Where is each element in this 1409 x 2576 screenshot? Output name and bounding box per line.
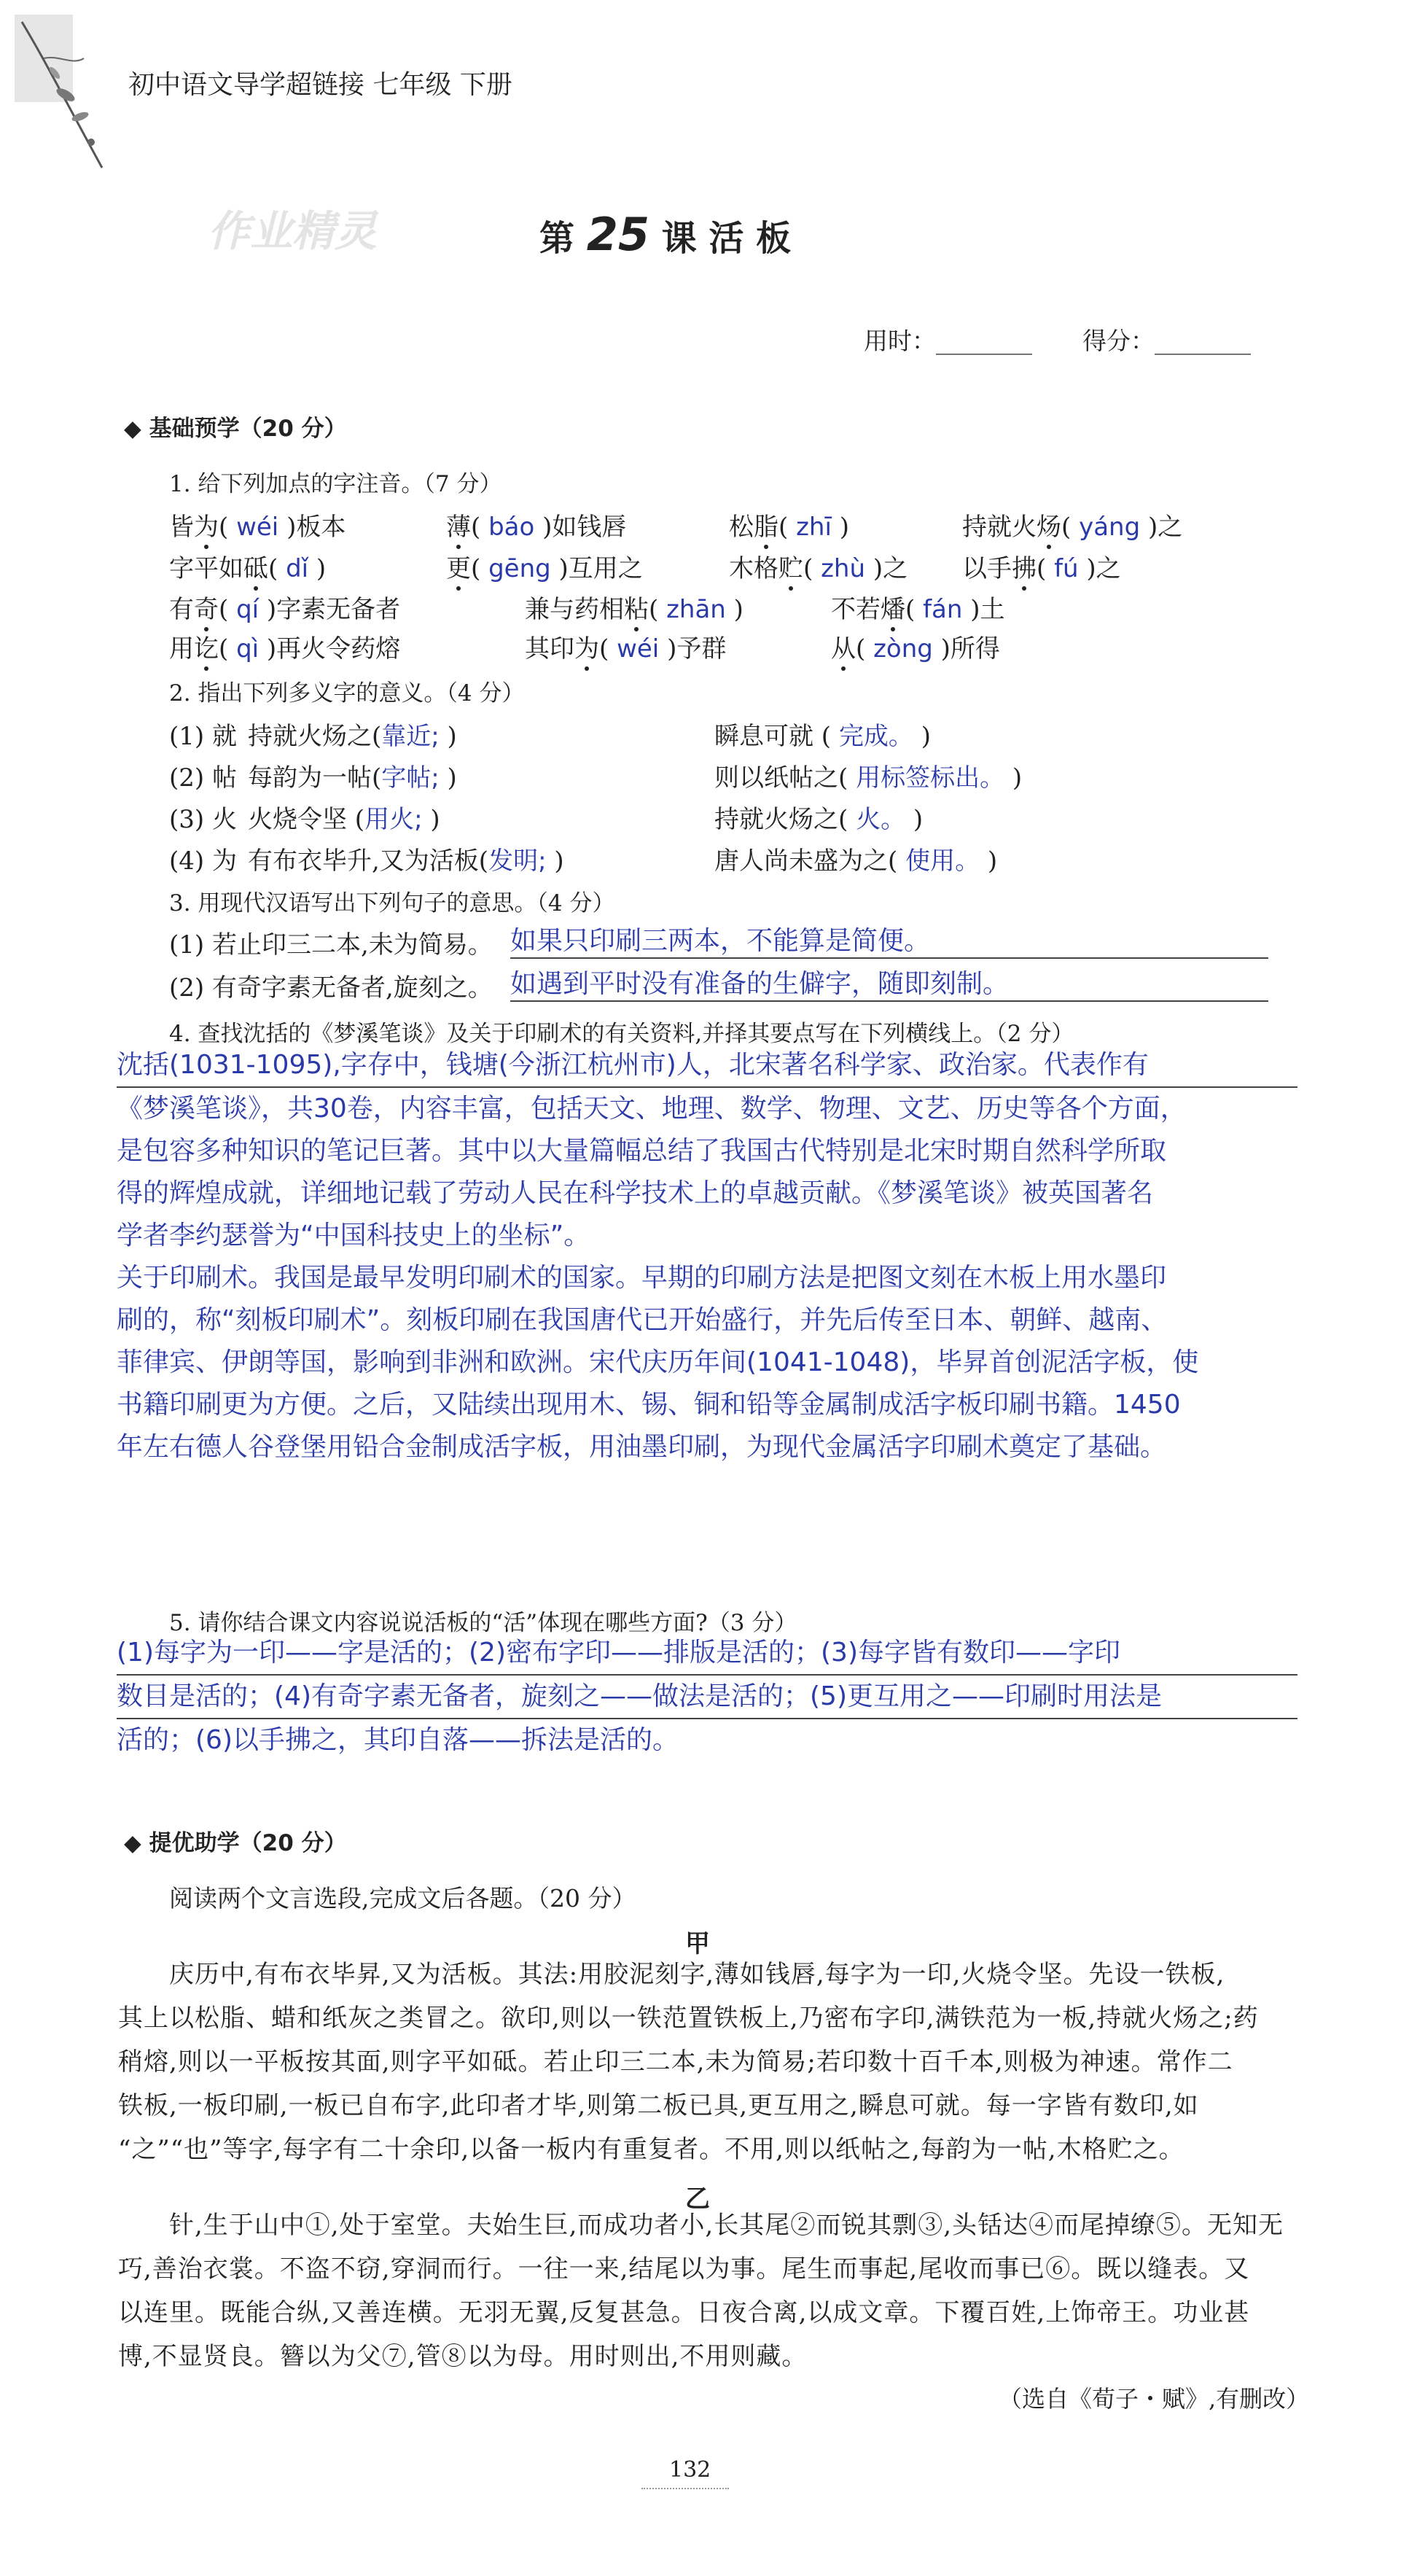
pinyin-answer[interactable]: zhù bbox=[813, 554, 873, 583]
q2-label: (3) 火 bbox=[169, 805, 237, 834]
lesson-number: 25 bbox=[586, 208, 650, 261]
q5-answer[interactable] bbox=[117, 1632, 1297, 1762]
q2-right-answer[interactable]: 用标签标出。 bbox=[848, 763, 1012, 793]
q2-left-context: 持就火炀之(靠近; ) bbox=[248, 722, 457, 751]
q3-prompt: 3. 用现代汉语写出下列句子的意思。（4 分） bbox=[169, 890, 615, 917]
q1-item: 更( gēng )互用之 bbox=[446, 554, 643, 583]
q1-prompt: 1. 给下列加点的字注音。（7 分） bbox=[169, 471, 502, 497]
q4-line: 年左右德人谷登堡用铅合金制成活字板，用油墨印刷，为现代金属活字印刷术奠定了基础。 bbox=[117, 1432, 1167, 1462]
dotted-char: 拂 bbox=[1012, 554, 1037, 583]
pinyin-answer[interactable]: dǐ bbox=[278, 554, 316, 583]
dotted-char: 燔 bbox=[881, 595, 905, 624]
reading-intro: 阅读两个文言选段,完成文后各题。（20 分） bbox=[169, 1884, 636, 1912]
q4-line: 书籍印刷更为方便。之后，又陆续出现用木、锡、铜和铅等金属制成活字板印刷书籍。1450 bbox=[117, 1390, 1181, 1420]
lesson-name: 课 活 板 bbox=[661, 218, 792, 259]
pinyin-answer[interactable]: wéi bbox=[609, 634, 668, 664]
q4-line: 关于印刷术。我国是最早发明印刷术的国家。早期的印刷方法是把图文刻在木板上用水墨印 bbox=[117, 1263, 1167, 1293]
q5-line: (1)每字为一印——字是活的；(2)密布字印——排版是活的；(3)每字皆有数印——字印 bbox=[117, 1632, 1297, 1676]
pinyin-answer[interactable]: báo bbox=[480, 513, 543, 542]
q1-item: 有奇( qí )字素无备者 bbox=[169, 595, 401, 624]
dotted-char: 脂 bbox=[754, 513, 778, 542]
pinyin-answer[interactable]: gēng bbox=[480, 554, 559, 583]
q2-label: (1) 就 bbox=[169, 722, 237, 751]
q3-item-1-answer[interactable]: 如果只印刷三两本，不能算是简便。 bbox=[510, 920, 1268, 959]
q5-line: 数目是活的；(4)有奇字素无备者，旋刻之——做法是活的；(5)更互用之——印刷时用法是 bbox=[117, 1676, 1297, 1719]
jia-line: “之”“也”等字,每字有二十余印,以备一板内有重复者。不用,则以纸帖之,每韵为一帖,木格贮之。 bbox=[118, 2135, 1184, 2164]
q1-item: 以手拂( fú )之 bbox=[962, 554, 1121, 583]
q2-left-context: 每韵为一帖(字帖; ) bbox=[248, 763, 457, 793]
q1-item: 不若燔( fán )土 bbox=[831, 595, 1005, 624]
pinyin-answer[interactable]: zhī bbox=[788, 513, 840, 542]
q2-left-context: 有布衣毕升,又为活板(发明; ) bbox=[248, 847, 564, 876]
corner-branch-illustration bbox=[15, 15, 117, 175]
page-number-divider bbox=[641, 2488, 729, 2489]
dotted-char: 粘 bbox=[624, 595, 649, 624]
q1-item: 皆为( wéi )板本 bbox=[169, 513, 346, 542]
q2-left-context: 火烧令坚 (用火; ) bbox=[248, 805, 440, 834]
q5-prompt: 5. 请你结合课文内容说说活板的“活”体现在哪些方面?（3 分） bbox=[169, 1610, 797, 1636]
q1-item: 木格贮( zhù )之 bbox=[729, 554, 908, 583]
passage-jia bbox=[118, 1953, 1259, 2171]
passage-jia-title: 甲 bbox=[685, 1929, 710, 1958]
q1-item: 兼与药相粘( zhān ) bbox=[525, 595, 743, 624]
passage-source: （选自《荀子・赋》,有删改） bbox=[999, 2385, 1310, 2413]
q3-item-1-source: (1) 若止印三二本,未为简易。 bbox=[169, 930, 493, 960]
dotted-char: 贮 bbox=[778, 554, 803, 583]
q2-label: (2) 帖 bbox=[169, 763, 237, 793]
passage-yi-title: 乙 bbox=[685, 2184, 710, 2214]
pinyin-answer[interactable]: qì bbox=[228, 634, 267, 664]
jia-line: 稍熔,则以一平板按其面,则字平如砥。若止印三二本,未为简易;若印数十百千本,则极为神速。常作二 bbox=[118, 2047, 1233, 2077]
q4-line: 是包容多种知识的笔记巨著。其中以大量篇幅总结了我国古代特别是北宋时期自然科学所取 bbox=[117, 1136, 1167, 1166]
dotted-char: 砥 bbox=[243, 554, 268, 583]
q2-label: (4) 为 bbox=[169, 847, 237, 876]
time-field[interactable]: 用时：________ bbox=[864, 327, 1032, 355]
lesson-prefix: 第 bbox=[539, 218, 575, 259]
pinyin-answer[interactable]: qí bbox=[228, 595, 267, 624]
pinyin-answer[interactable]: zhān bbox=[658, 595, 734, 624]
q4-line: 沈括(1031-1095),字存中，钱塘(今浙江杭州市)人，北宋著名科学家、政治家。代表作有 bbox=[117, 1044, 1297, 1088]
q2-right-context: 持就火炀之( 火。 ) bbox=[714, 805, 924, 834]
yi-line: 针,生于山中①,处于室堂。夫始生巨,而成功者小,长其尾②而锐其剽③,头铦达④而尾掉缭⑤。无知无 bbox=[169, 2211, 1284, 2240]
q2-right-answer[interactable]: 火。 bbox=[848, 805, 913, 834]
dotted-char: 为 bbox=[574, 634, 599, 664]
q1-item: 持就火炀( yáng )之 bbox=[962, 513, 1183, 542]
section-basic-title: ◆ 基础预学（20 分） bbox=[124, 416, 347, 442]
jia-line: 其上以松脂、蜡和纸灰之类冒之。欲印,则以一铁范置铁板上,乃密布字印,满铁范为一板,持就火炀之;药 bbox=[118, 2004, 1259, 2033]
q1-item: 其印为( wéi )予群 bbox=[525, 634, 727, 664]
q2-right-answer[interactable]: 完成。 bbox=[831, 722, 921, 751]
dotted-char: 更 bbox=[446, 554, 471, 583]
jia-line: 庆历中,有布衣毕昇,又为活板。其法:用胶泥刻字,薄如钱唇,每字为一印,火烧令坚。先设一铁板, bbox=[169, 1960, 1225, 1989]
q4-line: 《梦溪笔谈》，共30卷，内容丰富，包括天文、地理、数学、物理、文艺、历史等各个方面， bbox=[117, 1094, 1187, 1124]
q1-item: 字平如砥( dǐ ) bbox=[169, 554, 327, 583]
q2-right-context: 瞬息可就 ( 完成。 ) bbox=[714, 722, 931, 751]
q5-line: 活的；(6)以手拂之，其印自落——拆法是活的。 bbox=[117, 1725, 679, 1755]
q2-left-answer[interactable]: 发明; bbox=[488, 847, 547, 876]
yi-line: 博,不显贤良。簪以为父⑦,管⑧以为母。用时则出,不用则藏。 bbox=[118, 2342, 808, 2371]
q4-answer[interactable] bbox=[117, 1044, 1297, 1468]
q3-item-2-source: (2) 有奇字素无备者,旋刻之。 bbox=[169, 973, 493, 1003]
section-advanced-title: ◆ 提优助学（20 分） bbox=[124, 1830, 347, 1856]
dotted-char: 奇 bbox=[194, 595, 219, 624]
q2-right-answer[interactable]: 使用。 bbox=[897, 847, 988, 876]
q2-prompt: 2. 指出下列多义字的意义。（4 分） bbox=[169, 680, 525, 707]
dotted-char: 从 bbox=[831, 634, 856, 664]
yi-line: 以连里。既能合纵,又善连横。无羽无翼,反复甚急。日夜合离,以成文章。下覆百姓,上饰帝王。功业甚 bbox=[118, 2298, 1250, 2327]
q4-line: 学者李约瑟誉为“中国科技史上的坐标”。 bbox=[117, 1221, 590, 1250]
pinyin-answer[interactable]: wéi bbox=[228, 513, 287, 542]
watermark-logo: 作业精灵 bbox=[208, 206, 378, 256]
q4-line: 菲律宾、伊朗等国，影响到非洲和欧洲。宋代庆历年间(1041-1048)，毕昇首创泥活字板，使 bbox=[117, 1347, 1199, 1377]
q1-item: 从( zòng )所得 bbox=[831, 634, 1000, 664]
q4-prompt: 4. 查找沈括的《梦溪笔谈》及关于印刷术的有关资料,并择其要点写在下列横线上。（2 分） bbox=[169, 1021, 1074, 1047]
q1-item: 薄( báo )如钱唇 bbox=[446, 513, 627, 542]
lesson-title bbox=[539, 208, 791, 261]
pinyin-answer[interactable]: zòng bbox=[865, 634, 941, 664]
pinyin-answer[interactable]: fán bbox=[915, 595, 971, 624]
dotted-char: 炀 bbox=[1037, 513, 1061, 542]
dotted-char: 薄 bbox=[446, 513, 471, 542]
jia-line: 铁板,一板印刷,一板已自布字,此印者才毕,则第二板已具,更互用之,瞬息可就。每一字皆有数印,如 bbox=[118, 2091, 1199, 2120]
q2-right-context: 唐人尚未盛为之( 使用。 ) bbox=[714, 847, 998, 876]
book-title: 初中语文导学超链接 七年级 下册 bbox=[128, 70, 512, 100]
q3-item-2-answer[interactable]: 如遇到平时没有准备的生僻字，随即刻制。 bbox=[510, 963, 1268, 1002]
q2-left-answer[interactable]: 字帖; bbox=[381, 763, 440, 793]
q4-line: 得的辉煌成就，详细地记载了劳动人民在科学技术上的卓越贡献。《梦溪笔谈》被英国著名 bbox=[117, 1178, 1154, 1208]
q4-line: 刷的，称“刻板印刷术”。刻板印刷在我国唐代已开始盛行，并先后传至日本、朝鲜、越南、 bbox=[117, 1305, 1168, 1335]
dotted-char: 为 bbox=[194, 513, 219, 542]
q1-item: 松脂( zhī ) bbox=[729, 513, 849, 542]
passage-yi bbox=[118, 2203, 1284, 2378]
dotted-char: 讫 bbox=[194, 634, 219, 664]
q1-item: 用讫( qì )再火令药熔 bbox=[169, 634, 401, 664]
pinyin-answer[interactable]: yáng bbox=[1071, 513, 1148, 542]
q2-left-answer[interactable]: 用火; bbox=[364, 805, 423, 834]
yi-line: 巧,善治衣裳。不盗不窃,穿洞而行。一往一来,结尾以为事。尾生而事起,尾收而事已⑥。既以缝表。又 bbox=[118, 2254, 1250, 2284]
pinyin-answer[interactable]: fú bbox=[1046, 554, 1087, 583]
page-number: 132 bbox=[669, 2457, 711, 2483]
score-field[interactable]: 得分：________ bbox=[1082, 327, 1251, 355]
q2-right-context: 则以纸帖之( 用标签标出。 ) bbox=[714, 763, 1023, 793]
q2-left-answer[interactable]: 靠近; bbox=[381, 722, 440, 751]
